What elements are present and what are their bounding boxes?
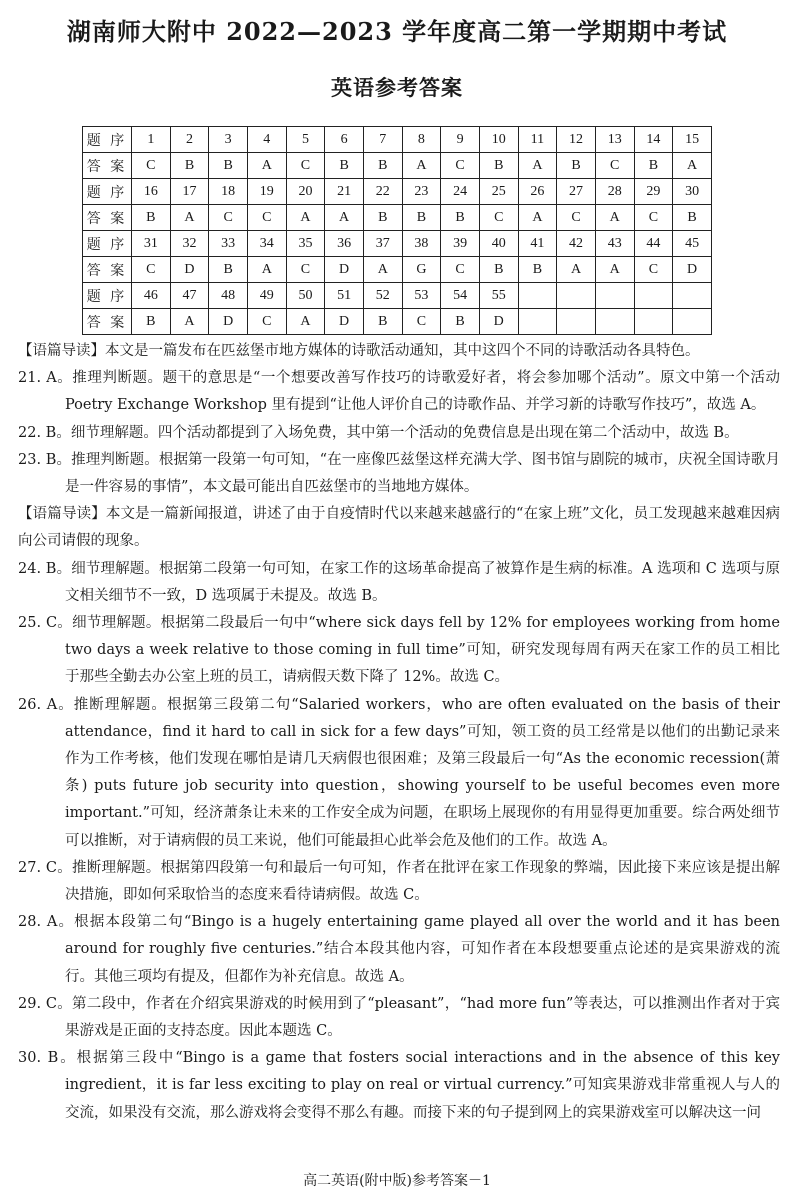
table-cell: A: [170, 205, 209, 231]
table-cell: A: [247, 153, 286, 179]
table-cell: C: [209, 205, 248, 231]
table-cell: B: [325, 153, 364, 179]
table-cell: 40: [479, 231, 518, 257]
table-cell: 21: [325, 179, 364, 205]
table-cell: B: [557, 153, 596, 179]
table-cell: 44: [634, 231, 673, 257]
table-cell: 41: [518, 231, 557, 257]
table-cell: 13: [595, 127, 634, 153]
table-cell: 11: [518, 127, 557, 153]
table-cell: C: [634, 205, 673, 231]
passage-guide: 【语篇导读】本文是一篇新闻报道，讲述了由于自疫情时代以来越来越盛行的“在家上班”文化，员工发现越来越难因病向公司请假的现象。: [18, 506, 780, 550]
table-cell: B: [402, 205, 441, 231]
table-cell: [673, 309, 712, 335]
row-label: 题 序: [83, 231, 132, 257]
table-cell: 53: [402, 283, 441, 309]
table-cell: 48: [209, 283, 248, 309]
table-row: [83, 231, 712, 257]
table-cell: D: [673, 257, 712, 283]
table-cell: C: [132, 257, 171, 283]
passage-guide: 【语篇导读】本文是一篇发布在匹兹堡市地方媒体的诗歌活动通知，其中这四个不同的诗歌活动各具特色。: [18, 343, 700, 359]
row-label: 题 序: [83, 283, 132, 309]
row-label: 答 案: [83, 257, 132, 283]
table-cell: 1: [132, 127, 171, 153]
table-cell: B: [479, 153, 518, 179]
table-cell: 4: [247, 127, 286, 153]
table-cell: [557, 283, 596, 309]
table-cell: B: [363, 309, 402, 335]
table-cell: 24: [441, 179, 480, 205]
table-cell: B: [518, 257, 557, 283]
answer-explanation: 22. B。细节理解题。四个活动都提到了入场免费，其中第一个活动的免费信息是出现在第二个活动中，故选 B。: [18, 424, 739, 441]
table-cell: 17: [170, 179, 209, 205]
table-cell: B: [170, 153, 209, 179]
table-cell: C: [634, 257, 673, 283]
table-cell: 20: [286, 179, 325, 205]
table-cell: 32: [170, 231, 209, 257]
table-cell: D: [479, 309, 518, 335]
table-cell: 30: [673, 179, 712, 205]
answer-explanation: 29. C。第二段中，作者在介绍宾果游戏的时候用到了“pleasant”，“had more fun”等表达，可以推测出作者对于宾果游戏是正面的支持态度。因此本题选 C。: [18, 995, 780, 1040]
table-cell: 55: [479, 283, 518, 309]
document-subtitle: 英语参考答案: [331, 75, 463, 100]
table-cell: 28: [595, 179, 634, 205]
table-cell: B: [673, 205, 712, 231]
table-cell: 50: [286, 283, 325, 309]
table-cell: 16: [132, 179, 171, 205]
table-row: [83, 153, 712, 179]
table-cell: C: [479, 205, 518, 231]
row-label: 题 序: [83, 179, 132, 205]
table-cell: 7: [363, 127, 402, 153]
table-cell: D: [325, 309, 364, 335]
table-cell: C: [247, 205, 286, 231]
answer-explanation: 21. A。推理判断题。题干的意思是“一个想要改善写作技巧的诗歌爱好者，将会参加哪个活动”。原文中第一个活动 Poetry Exchange Workshop 里有提到“让他人评价自己的诗歌作品、并学习新的诗歌写作技巧”，故选 A。: [18, 370, 780, 414]
answer-explanation: 27. C。推断理解题。根据第四段第一句和最后一句可知，作者在批评在家工作现象的弊端，因此接下来应该是提出解决措施，即如何采取恰当的态度来看待请病假。故选 C。: [18, 859, 780, 904]
document-title: 湖南师大附中 2022—2023 学年度高二第一学期期中考试: [66, 17, 728, 46]
table-cell: C: [286, 257, 325, 283]
table-cell: B: [634, 153, 673, 179]
answer-explanation: 26. A。推断理解题。根据第三段第二句“Salaried workers，who are often evaluated on the basis of their attendance，find it hard to call in sick for a few days”可知，领工资的员工经常是以他们的出勤记录来作为工作考核，他们发现在哪怕是请几天病假也很困难；及第三段最后一句“As the economic recession(萧条) puts future job security into question，showing yourself to be useful becomes even more important.”可知，经济萧条让未来的工作安全成为问题，在职场上展现你的有用显得更加重要。综合两处细节可以推断，对于请病假的员工来说，他们可能最担心此举会危及他们的工作。故选 A。: [18, 696, 780, 849]
table-cell: 6: [325, 127, 364, 153]
table-cell: D: [170, 257, 209, 283]
table-cell: 47: [170, 283, 209, 309]
table-cell: 10: [479, 127, 518, 153]
answer-key-table: [82, 126, 712, 335]
table-cell: 23: [402, 179, 441, 205]
table-row: [83, 283, 712, 309]
row-label: 答 案: [83, 153, 132, 179]
table-cell: A: [518, 205, 557, 231]
table-cell: 27: [557, 179, 596, 205]
table-cell: C: [286, 153, 325, 179]
table-row: [83, 257, 712, 283]
table-row: [83, 309, 712, 335]
table-cell: [518, 283, 557, 309]
table-cell: 26: [518, 179, 557, 205]
table-cell: [557, 309, 596, 335]
answer-explanation: 30. B。根据第三段中“Bingo is a game that fosters social interactions and in the absence of this key ingredient，it is far less exciting to play on real or virtual currency.”可知宾果游戏非常重视人与人的交流，如果没有交流，那么游戏将会变得不那么有趣。而接下来的句子提到网上的宾果游戏室可以解决这一问: [18, 1050, 780, 1121]
table-cell: A: [170, 309, 209, 335]
table-cell: 14: [634, 127, 673, 153]
table-cell: B: [441, 309, 480, 335]
table-cell: B: [132, 309, 171, 335]
table-cell: C: [595, 153, 634, 179]
table-cell: 39: [441, 231, 480, 257]
table-cell: C: [441, 257, 480, 283]
table-cell: B: [209, 153, 248, 179]
table-cell: B: [479, 257, 518, 283]
table-cell: 8: [402, 127, 441, 153]
table-cell: 42: [557, 231, 596, 257]
table-cell: B: [132, 205, 171, 231]
page-footer: 高二英语(附中版)参考答案－1: [303, 1173, 491, 1189]
table-cell: 54: [441, 283, 480, 309]
table-cell: C: [441, 153, 480, 179]
table-row: [83, 127, 712, 153]
answer-explanation: 25. C。细节理解题。根据第二段最后一句中“where sick days fell by 12% for employees working from home two days a week relative to those coming in full time”可知，研究发现每周有两天在家工作的员工相比于那些全勤去办公室上班的员工，请病假天数下降了 12%。故选 C。: [18, 615, 780, 686]
table-cell: A: [673, 153, 712, 179]
table-cell: C: [402, 309, 441, 335]
answer-explanation: 23. B。推理判断题。根据第一段第一句可知，“在一座像匹兹堡这样充满大学、图书馆与剧院的城市，庆祝全国诗歌月是一件容易的事情”，本文最可能出自匹兹堡市的当地地方媒体。: [18, 451, 780, 496]
table-cell: A: [247, 257, 286, 283]
table-cell: C: [247, 309, 286, 335]
table-cell: A: [325, 205, 364, 231]
table-cell: 9: [441, 127, 480, 153]
table-cell: 35: [286, 231, 325, 257]
table-cell: D: [209, 309, 248, 335]
table-cell: 18: [209, 179, 248, 205]
table-cell: 15: [673, 127, 712, 153]
table-cell: [634, 309, 673, 335]
table-cell: A: [402, 153, 441, 179]
table-cell: 3: [209, 127, 248, 153]
table-cell: 33: [209, 231, 248, 257]
table-cell: A: [557, 257, 596, 283]
answer-explanation: 28. A。根据本段第二句“Bingo is a hugely entertaining game played all over the world and it has been around for roughly five centuries.”结合本段其他内容，可知作者在本段想要重点论述的是宾果游戏的流行。其他三项均有提及，但都作为补充信息。故选 A。: [18, 914, 780, 985]
table-cell: 34: [247, 231, 286, 257]
table-cell: A: [286, 309, 325, 335]
table-cell: [595, 309, 634, 335]
table-cell: C: [132, 153, 171, 179]
table-cell: 19: [247, 179, 286, 205]
table-cell: 2: [170, 127, 209, 153]
table-row: [83, 205, 712, 231]
table-cell: [673, 283, 712, 309]
row-label: 题 序: [83, 127, 132, 153]
table-cell: 12: [557, 127, 596, 153]
answer-explanation: 24. B。细节理解题。根据第二段第一句可知，在家工作的这场革命提高了被算作是生病的标准。A 选项和 C 选项与原文相关细节不一致，D 选项属于未提及。故选 B。: [18, 560, 780, 604]
table-cell: 36: [325, 231, 364, 257]
table-cell: 31: [132, 231, 171, 257]
table-cell: B: [441, 205, 480, 231]
table-cell: A: [595, 205, 634, 231]
table-cell: [595, 283, 634, 309]
table-cell: 51: [325, 283, 364, 309]
table-cell: 45: [673, 231, 712, 257]
table-row: [83, 179, 712, 205]
table-cell: 43: [595, 231, 634, 257]
table-cell: [518, 309, 557, 335]
answer-explanations: [18, 338, 780, 1127]
table-cell: B: [209, 257, 248, 283]
table-cell: 52: [363, 283, 402, 309]
table-cell: B: [363, 153, 402, 179]
table-cell: 25: [479, 179, 518, 205]
table-cell: 46: [132, 283, 171, 309]
table-cell: A: [363, 257, 402, 283]
row-label: 答 案: [83, 205, 132, 231]
table-cell: 29: [634, 179, 673, 205]
table-cell: 5: [286, 127, 325, 153]
table-cell: 37: [363, 231, 402, 257]
table-cell: B: [363, 205, 402, 231]
table-cell: [634, 283, 673, 309]
table-cell: G: [402, 257, 441, 283]
table-cell: D: [325, 257, 364, 283]
table-cell: A: [286, 205, 325, 231]
table-cell: 38: [402, 231, 441, 257]
table-cell: C: [557, 205, 596, 231]
table-cell: A: [518, 153, 557, 179]
row-label: 答 案: [83, 309, 132, 335]
table-cell: 49: [247, 283, 286, 309]
table-cell: A: [595, 257, 634, 283]
table-cell: 22: [363, 179, 402, 205]
